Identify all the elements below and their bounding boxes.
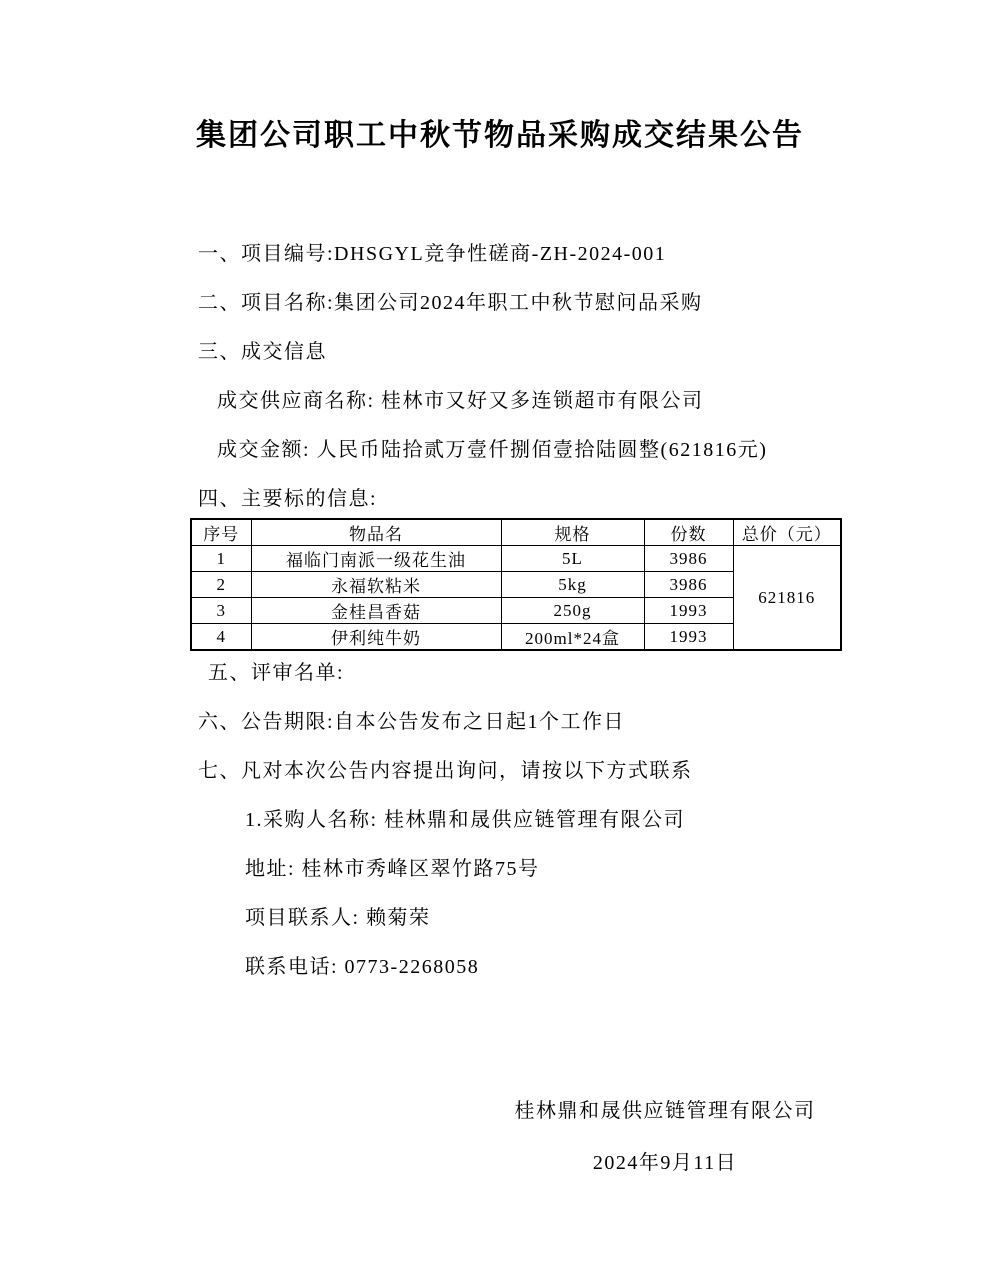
col-header-spec: 规格 [501, 519, 644, 546]
cell-index: 2 [191, 572, 251, 598]
cell-quantity: 3986 [644, 546, 733, 572]
line-purchaser-name: 1.采购人名称: 桂林鼎和晟供应链管理有限公司 [245, 809, 686, 831]
cell-spec: 5kg [501, 572, 644, 598]
col-header-quantity: 份数 [644, 519, 733, 546]
line-project-number: 一、项目编号:DHSGYL竞争性磋商-ZH-2024-001 [198, 243, 667, 265]
table-header-row [191, 519, 841, 546]
cell-index: 4 [191, 624, 251, 651]
document-footer [0, 1099, 1000, 1175]
line-deal-info-heading: 三、成交信息 [198, 341, 327, 363]
line-supplier-name: 成交供应商名称: 桂林市又好又多连锁超市有限公司 [217, 390, 704, 412]
total-price-cell: 621816 [733, 546, 841, 651]
items-table [190, 518, 842, 651]
line-inquiry-notice: 七、凡对本次公告内容提出询问，请按以下方式联系 [198, 760, 693, 782]
cell-spec: 200ml*24盒 [501, 624, 644, 651]
col-header-total-price: 总价（元） [733, 519, 841, 546]
cell-quantity: 3986 [644, 572, 733, 598]
document-body [198, 242, 1000, 979]
cell-quantity: 1993 [644, 624, 733, 651]
line-deal-amount: 成交金额: 人民币陆拾贰万壹仟捌佰壹拾陆圆整(621816元) [217, 439, 768, 461]
cell-item-name: 永福软粘米 [251, 572, 501, 598]
cell-item-name: 金桂昌香菇 [251, 598, 501, 624]
line-project-name: 二、项目名称:集团公司2024年职工中秋节慰问品采购 [198, 292, 703, 314]
line-purchaser-address: 地址: 桂林市秀峰区翠竹路75号 [245, 858, 540, 880]
cell-index: 1 [191, 546, 251, 572]
line-announcement-period: 六、公告期限:自本公告发布之日起1个工作日 [198, 711, 626, 733]
line-contact-phone: 联系电话: 0773-2268058 [245, 956, 480, 978]
page-title: 集团公司职工中秋节物品采购成交结果公告 [196, 119, 804, 152]
col-header-index: 序号 [191, 519, 251, 546]
cell-item-name: 福临门南派一级花生油 [251, 546, 501, 572]
cell-item-name: 伊利纯牛奶 [251, 624, 501, 651]
line-subject-info-heading: 四、主要标的信息: [198, 488, 378, 510]
line-review-list-heading: 五、评审名单: [208, 662, 345, 684]
footer-company-name: 桂林鼎和晟供应链管理有限公司 [514, 1100, 816, 1122]
cell-spec: 5L [501, 546, 644, 572]
line-contact-person: 项目联系人: 赖菊荣 [245, 907, 431, 929]
col-header-item-name: 物品名 [251, 519, 501, 546]
footer-date: 2024年9月11日 [592, 1152, 738, 1174]
cell-index: 3 [191, 598, 251, 624]
cell-quantity: 1993 [644, 598, 733, 624]
cell-spec: 250g [501, 598, 644, 624]
table-row [191, 546, 841, 572]
